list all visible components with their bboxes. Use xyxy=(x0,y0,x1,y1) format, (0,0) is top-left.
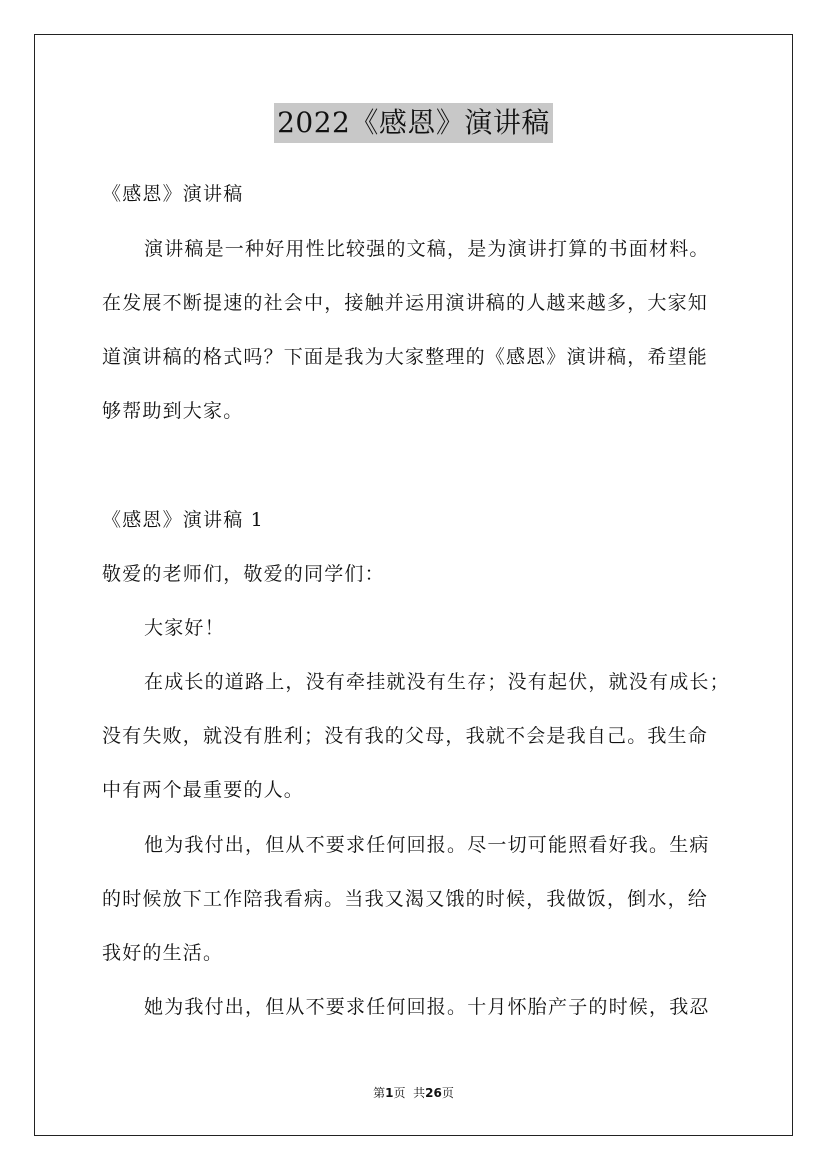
para1-line-3: 中有两个最重要的人。 xyxy=(102,779,305,801)
page-prefix: 第 xyxy=(373,1086,386,1100)
para2-line-1: 他为我付出，但从不要求任何回报。尽一切可能照看好我。生病 xyxy=(144,834,710,856)
page-suffix: 页 xyxy=(393,1086,406,1100)
intro-line-3: 道演讲稿的格式吗？下面是我为大家整理的《感恩》演讲稿，希望能 xyxy=(102,346,709,368)
intro-line-1: 演讲稿是一种好用性比较强的文稿，是为演讲打算的书面材料。 xyxy=(144,238,710,260)
greeting: 大家好！ xyxy=(144,617,225,639)
para2-line-3: 我好的生活。 xyxy=(102,942,224,964)
para1-line-1: 在成长的道路上，没有牵挂就没有生存；没有起伏，就没有成长； xyxy=(144,671,730,693)
total-prefix: 共 xyxy=(413,1086,426,1100)
salutation: 敬爱的老师们，敬爱的同学们： xyxy=(102,563,385,585)
para3-line-1: 她为我付出，但从不要求任何回报。十月怀胎产子的时候，我忍 xyxy=(144,996,710,1018)
total-suffix: 页 xyxy=(441,1086,454,1100)
intro-line-2: 在发展不断提速的社会中，接触并运用演讲稿的人越来越多，大家知 xyxy=(102,292,709,314)
para1-line-2: 没有失败，就没有胜利；没有我的父母，我就不会是我自己。我生命 xyxy=(102,725,709,747)
para2-line-2: 的时候放下工作陪我看病。当我又渴又饿的时候，我做饭，倒水，给 xyxy=(102,888,709,910)
title-container xyxy=(0,103,827,143)
total-pages: 26 xyxy=(425,1086,442,1100)
page-number: 1 xyxy=(385,1086,394,1100)
section-heading: 《感恩》演讲稿 1 xyxy=(102,509,264,531)
document-subtitle: 《感恩》演讲稿 xyxy=(102,183,244,205)
intro-line-4: 够帮助到大家。 xyxy=(102,400,244,422)
page-footer xyxy=(0,1084,827,1101)
document-title: 2022《感恩》演讲稿 xyxy=(274,103,553,143)
